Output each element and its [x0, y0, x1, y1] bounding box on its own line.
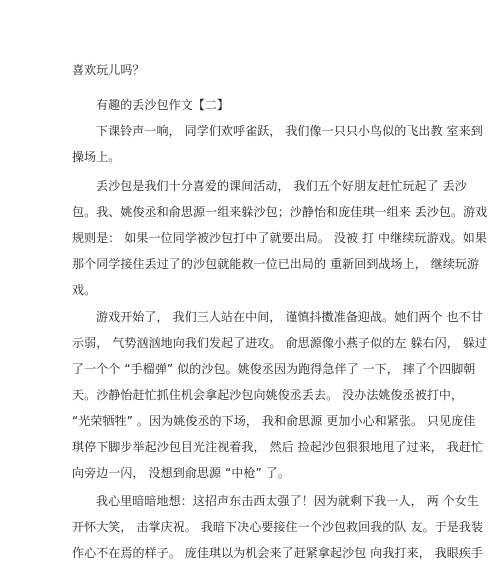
text-line: 开怀大笑， 击掌庆祝。 我暗下决心要接住一个沙包救回我的队 友。于是我装 [72, 520, 484, 534]
text-line: 包。我、姚俊丞和俞思源一组来躲沙包；沙静怡和庞佳琪一组来 丢沙包。游戏 [72, 205, 488, 219]
text-line: 示弱， 气势汹汹地向我们发起了进攻。 俞思源像小燕子似的左 躲右闪， 躲过 [72, 336, 487, 350]
text-line: 戏。 [72, 283, 97, 297]
text-line: 游戏开始了， 我们三人站在中间， 谨慎抖擞准备迎战。她们两个 也不甘 [96, 310, 483, 324]
text-line: 那个同学接住丢过了的沙包就能救一位已出局的 重新回到战场上， 继续玩游 [72, 257, 480, 271]
text-line: 作心不在焉的样子。 庞佳琪以为机会来了赶紧拿起沙包 向我打来， 我眼疾手 [72, 546, 484, 560]
text-line: 喜欢玩儿吗？ [72, 63, 145, 77]
section-heading: 有趣的丢沙包作文【二】 [96, 98, 230, 112]
text-line: 丢沙包是我们十分喜爱的课间活动， 我们五个好朋友赶忙玩起了 丢沙 [96, 179, 467, 193]
text-line: 了一个个 “手榴弹” 似的沙包。姚俊丞因为跑得急伴了 一下， 摔了个四脚朝 [72, 362, 476, 376]
text-line: 操场上。 [72, 150, 121, 164]
text-line: 琪停下脚步举起沙包目光注视着我， 然后 捡起沙包狠狠地甩了过来， 我赶忙 [72, 440, 484, 454]
text-line: “光荣牺牲” 。因为姚俊丞的下场， 我和俞思源 更加小心和紧张。 只见庞佳 [72, 414, 476, 428]
text-line: 向旁边一闪， 没想到俞思源 “中枪” 了。 [72, 466, 290, 480]
text-line: 天。沙静怡赶忙抓住机会拿起沙包向姚俊丞丢去。 没办法姚俊丞被打中， [72, 388, 464, 402]
text-line: 规则是： 如果一位同学被沙包打中了就要出局。 没被 打 中继续玩游戏。如果 [72, 231, 487, 245]
text-line: 下课铃声一响， 同学们欢呼雀跃， 我们像一只只小鸟似的飞出教 室来到 [96, 124, 483, 138]
text-line: 我心里暗暗地想：这招声东击西太强了！因为就剩下我一人， 两 个女生 [96, 494, 479, 508]
